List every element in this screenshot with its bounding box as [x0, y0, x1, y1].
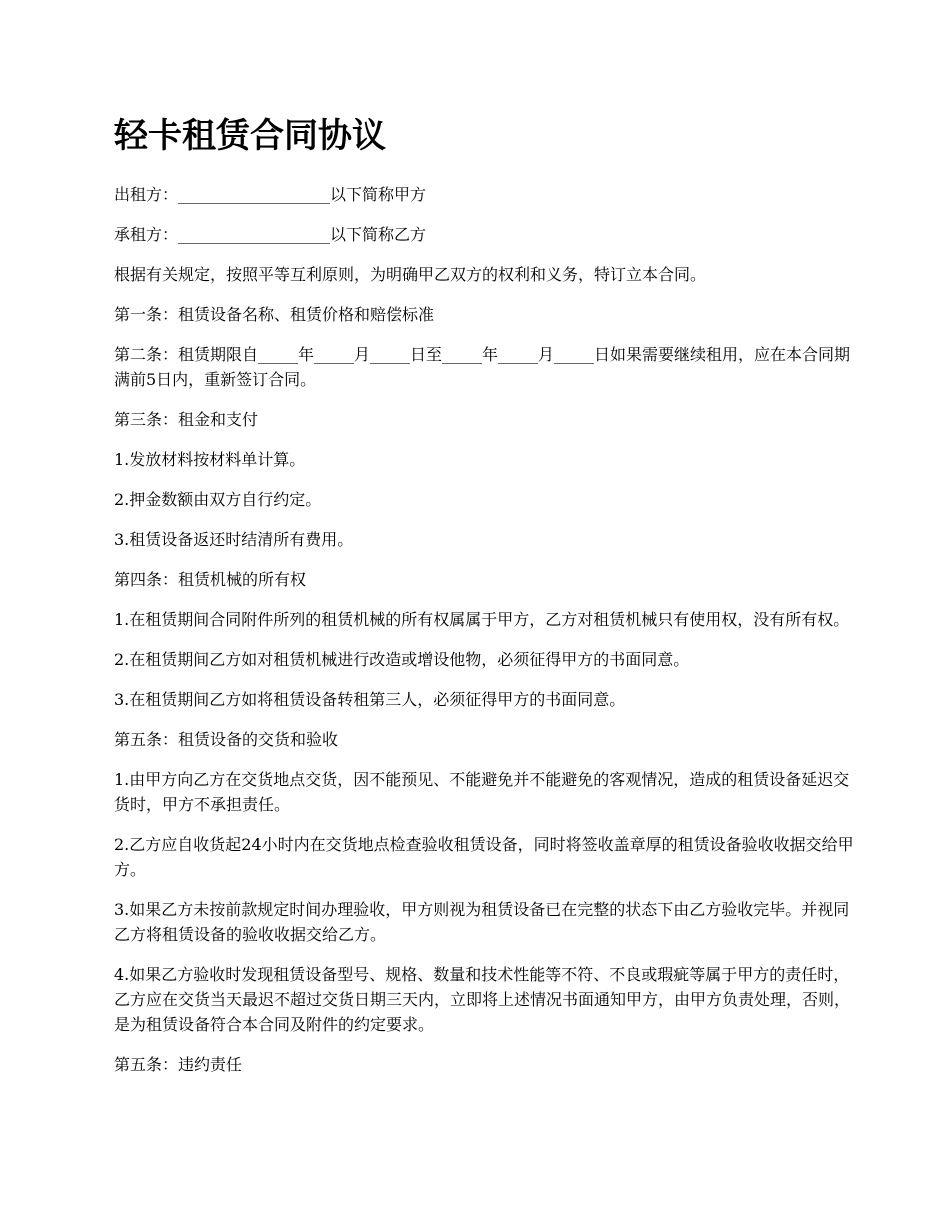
- article-3-item-3: 3.租赁设备返还时结清所有费用。: [114, 530, 354, 549]
- article-3-item-1: 1.发放材料按材料单计算。: [114, 450, 306, 469]
- article-5-heading: 第五条：租赁设备的交货和验收: [114, 730, 339, 749]
- party-lessor-line: 出租方：___________________以下简称甲方: [114, 185, 427, 204]
- article-5-item-3: 3.如果乙方未按前款规定时间办理验收，甲方则视为租赁设备已在完整的状态下由乙方验收完毕。并视同乙方将租赁设备的验收收据交给乙方。: [114, 900, 850, 944]
- article-4-heading: 第四条：租赁机械的所有权: [114, 570, 307, 589]
- party-lessee-line: 承租方：___________________以下简称乙方: [114, 225, 427, 244]
- article-4-item-1: 1.在租赁期间合同附件所列的租赁机械的所有权属属于甲方，乙方对租赁机械只有使用权，没有所有权。: [114, 610, 850, 629]
- article-2-paragraph: 第二条：租赁期限自_____年_____月_____日至_____年_____月_____日如果需要继续租用，应在本合同期满前5日内，重新签订合同。: [114, 345, 851, 389]
- document-page: [114, 110, 854, 1092]
- article-4-item-3: 3.在租赁期间乙方如将租赁设备转租第三人，必须征得甲方的书面同意。: [114, 690, 626, 709]
- article-3-heading: 第三条：租金和支付: [114, 410, 259, 429]
- article-5-item-2: 2.乙方应自收货起24小时内在交货地点检查验收租赁设备，同时将签收盖章厚的租赁设备验收收据交给甲方。: [114, 835, 854, 879]
- article-5-item-4: 4.如果乙方验收时发现租赁设备型号、规格、数量和技术性能等不符、不良或瑕疵等属于甲方的责任时，乙方应在交货当天最迟不超过交货日期三天内，立即将上述情况书面通知甲方，由甲方负责处理，否则，是为租赁设备符合本合同及附件的约定要求。: [114, 965, 851, 1034]
- article-3-item-2: 2.押金数额由双方自行约定。: [114, 490, 322, 509]
- document-title: 轻卡租赁合同协议: [114, 116, 386, 156]
- breach-liability-heading: 第五条：违约责任: [114, 1055, 243, 1074]
- preamble-paragraph: 根据有关规定，按照平等互利原则，为明确甲乙双方的权利和义务，特订立本合同。: [114, 265, 707, 284]
- article-5-item-1: 1.由甲方向乙方在交货地点交货，因不能预见、不能避免并不能避免的客观情况，造成的租赁设备延迟交货时，甲方不承担责任。: [114, 770, 850, 814]
- article-1-heading: 第一条：租赁设备名称、租赁价格和赔偿标准: [114, 305, 435, 324]
- article-4-item-2: 2.在租赁期间乙方如对租赁机械进行改造或增设他物，必须征得甲方的书面同意。: [114, 650, 690, 669]
